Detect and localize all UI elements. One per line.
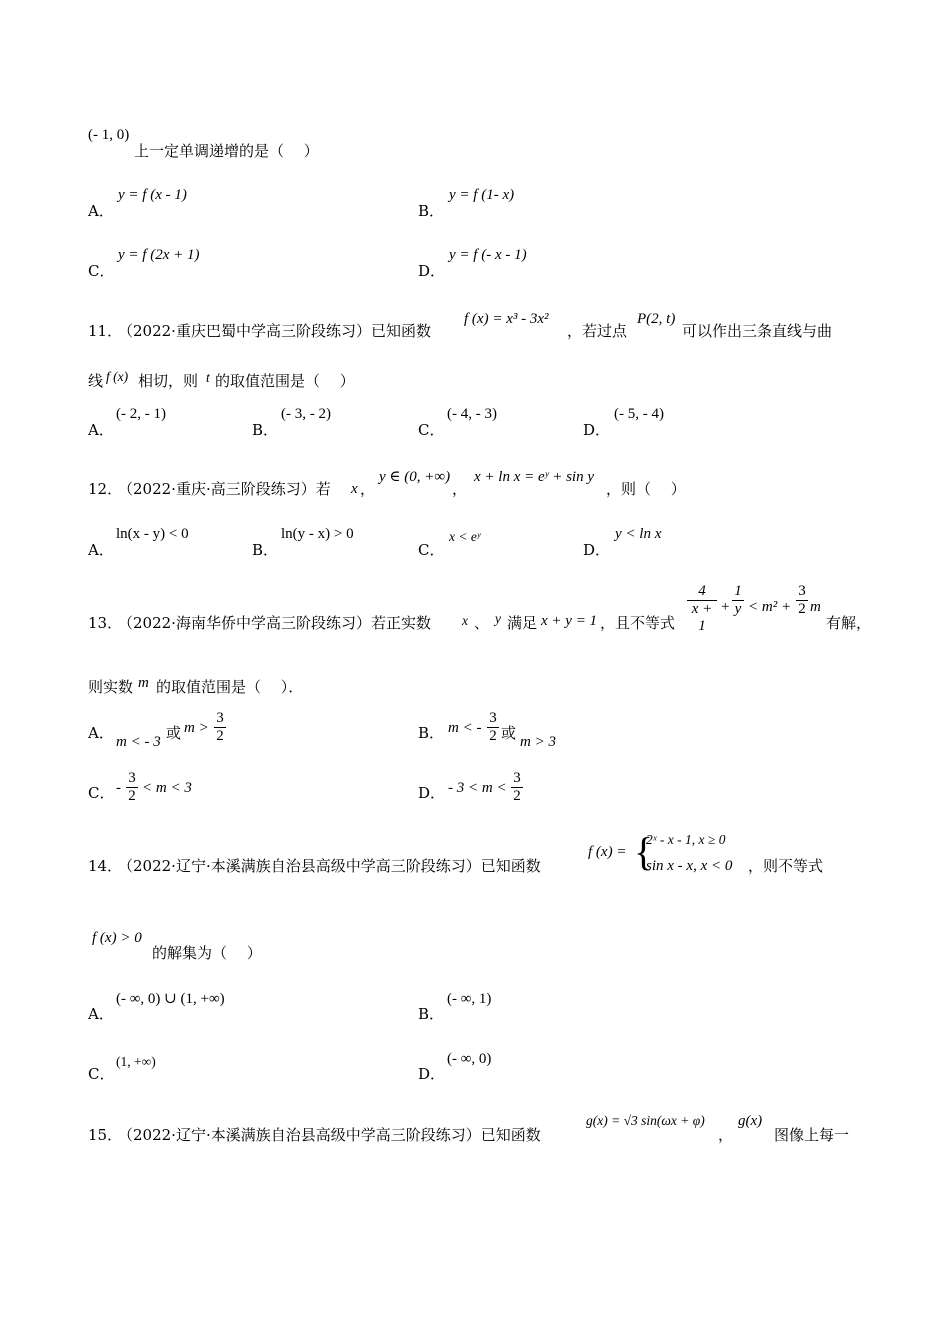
option-b-label[interactable]: B． (418, 1005, 445, 1023)
question-11-line2-tail: 的取值范围是（ ） (215, 372, 355, 390)
option-a-label[interactable]: A． (88, 421, 114, 439)
option-b-expression[interactable]: y = f (1- x) (449, 187, 515, 203)
inequality-fraction: $\frac{4}{x + 1}$ (687, 583, 717, 635)
option-c-fraction[interactable]: $\frac{3}{2}$ (126, 770, 138, 805)
option-c-label[interactable]: C． (88, 1065, 115, 1083)
question-11-curve: f (x) (106, 369, 129, 384)
question-13-separator: 、 (474, 614, 490, 632)
question-11-number: 11． (88, 322, 123, 340)
inequality-plus: + (721, 599, 730, 615)
question-11-line2-text: 相切，则 (138, 372, 199, 390)
option-d-label[interactable]: D． (583, 421, 611, 439)
option-a-label[interactable]: A． (88, 202, 114, 220)
question-13-source: （2022·海南华侨中学高三阶段练习）若正实数 (118, 614, 431, 632)
question-12-number: 12． (88, 480, 123, 498)
question-11-variable: t (206, 370, 210, 385)
option-b-expression[interactable]: ln(y - x) > 0 (281, 526, 354, 542)
question-12-comma: ， (360, 480, 376, 498)
option-c-label[interactable]: C． (418, 541, 445, 559)
option-b-label[interactable]: B． (252, 541, 279, 559)
option-d-expression[interactable]: (- 5, - 4) (614, 406, 664, 422)
question-13-text: 满足 (507, 614, 538, 632)
question-12-variable: x (351, 481, 358, 497)
question-15-function-ref: g(x) (738, 1113, 763, 1129)
question-15-source: （2022·辽宁·本溪满族自治县高级中学高三阶段练习）已知函数 (118, 1126, 541, 1144)
question-11-text: ，若过点 (567, 322, 628, 340)
option-d-expression[interactable]: y < ln x (615, 526, 662, 542)
question-12-tail: ，则（ ） (606, 480, 686, 498)
option-b-expression[interactable]: m > 3 (520, 734, 556, 750)
question-11-source: （2022·重庆巴蜀中学高三阶段练习）已知函数 (118, 322, 431, 340)
option-a-expression[interactable]: m > (184, 720, 209, 736)
question-13-number: 13． (88, 614, 123, 632)
option-c-label[interactable]: C． (418, 421, 445, 439)
question-11-line2: 线 (88, 372, 104, 390)
question-14-line2-tail: 的解集为（ ） (152, 944, 262, 962)
question-13-variable: m (138, 675, 149, 691)
inequality-fraction: $\frac{1}{y}$ (732, 583, 744, 618)
question-14-function: f (x) = (588, 844, 627, 860)
option-c-expression[interactable]: (1, +∞) (116, 1054, 156, 1069)
option-b-or[interactable]: 或 (501, 724, 517, 742)
question-15-comma: ， (718, 1126, 734, 1144)
option-d-fraction[interactable]: $\frac{3}{2}$ (511, 770, 523, 805)
option-c-label[interactable]: C． (88, 784, 115, 802)
option-a-expression[interactable]: y = f (x - 1) (118, 187, 187, 203)
option-b-expression[interactable]: (- ∞, 1) (447, 991, 492, 1007)
question-13-x: x (462, 613, 468, 628)
question-12-domain: y ∈ (0, +∞) (379, 469, 451, 485)
option-a-expression[interactable]: ln(x - y) < 0 (116, 526, 189, 542)
option-b-expression[interactable]: (- 3, - 2) (281, 406, 331, 422)
option-d-label[interactable]: D． (418, 1065, 446, 1083)
question-13-y: y (495, 611, 501, 626)
option-c-expression[interactable]: x < eʸ (449, 529, 481, 544)
question-13-line2-tail: 的取值范围是（ ）． (156, 678, 304, 696)
inequality-fraction: $\frac{3}{2}$ (796, 583, 808, 618)
option-a-label[interactable]: A． (88, 1005, 114, 1023)
option-c-expression[interactable]: (- 4, - 3) (447, 406, 497, 422)
option-b-label[interactable]: B． (418, 202, 445, 220)
question-13-condition: x + y = 1 (541, 613, 598, 629)
interval-expression: (- 1, 0) (88, 127, 130, 143)
question-12-comma: ， (452, 480, 468, 498)
option-c-expression[interactable]: < m < 3 (142, 780, 192, 796)
option-b-label[interactable]: B． (252, 421, 279, 439)
option-b-fraction[interactable]: $\frac{3}{2}$ (487, 710, 499, 745)
inequality-variable: m (810, 599, 821, 615)
question-11-point: P(2, t) (637, 311, 676, 327)
question-14-number: 14． (88, 857, 123, 875)
option-c-label[interactable]: C． (88, 262, 115, 280)
option-b-expression[interactable]: m < - (448, 720, 482, 736)
question-13-line2: 则实数 (88, 678, 134, 696)
option-d-label[interactable]: D． (418, 262, 446, 280)
question-11-function: f (x) = x³ - 3x² (464, 311, 549, 327)
option-d-expression[interactable]: - 3 < m < (448, 780, 507, 796)
option-a-or[interactable]: 或 (166, 724, 182, 742)
question-14-inequality: f (x) > 0 (92, 930, 142, 946)
question-13-tail: 有解， (826, 614, 872, 632)
option-a-expression[interactable]: m < - 3 (116, 734, 161, 750)
option-c-expression[interactable]: - (116, 780, 121, 796)
option-a-label[interactable]: A． (88, 724, 114, 742)
question-15-function: g(x) = √3 sin(ωx + φ) (586, 1113, 705, 1128)
question-stem: 上一定单调递增的是（ ） (134, 142, 319, 160)
inequality-rhs: < m² + (748, 599, 792, 615)
option-d-label[interactable]: D． (583, 541, 611, 559)
option-a-expression[interactable]: (- 2, - 1) (116, 406, 166, 422)
piecewise-branch: sin x - x, x < 0 (646, 858, 733, 874)
question-14-tail: ，则不等式 (748, 857, 824, 875)
piecewise-brace: { (634, 829, 654, 874)
question-12-source: （2022·重庆·高三阶段练习）若 (118, 480, 331, 498)
question-15-tail: 图像上每一 (774, 1126, 850, 1144)
option-d-expression[interactable]: (- ∞, 0) (447, 1051, 492, 1067)
question-11-text-tail: 可以作出三条直线与曲 (682, 322, 833, 340)
piecewise-branch: 2ˣ - x - 1, x ≥ 0 (646, 832, 726, 847)
option-a-fraction[interactable]: $\frac{3}{2}$ (214, 710, 226, 745)
option-a-expression[interactable]: (- ∞, 0) ∪ (1, +∞) (116, 991, 225, 1007)
question-13-text: ，且不等式 (600, 614, 676, 632)
option-b-label[interactable]: B． (418, 724, 445, 742)
option-d-label[interactable]: D． (418, 784, 446, 802)
option-d-expression[interactable]: y = f (- x - 1) (449, 247, 527, 263)
question-14-source: （2022·辽宁·本溪满族自治县高级中学高三阶段练习）已知函数 (118, 857, 541, 875)
question-15-number: 15． (88, 1126, 123, 1144)
option-a-label[interactable]: A． (88, 541, 114, 559)
question-12-equation: x + ln x = eʸ + sin y (474, 469, 594, 485)
option-c-expression[interactable]: y = f (2x + 1) (118, 247, 200, 263)
